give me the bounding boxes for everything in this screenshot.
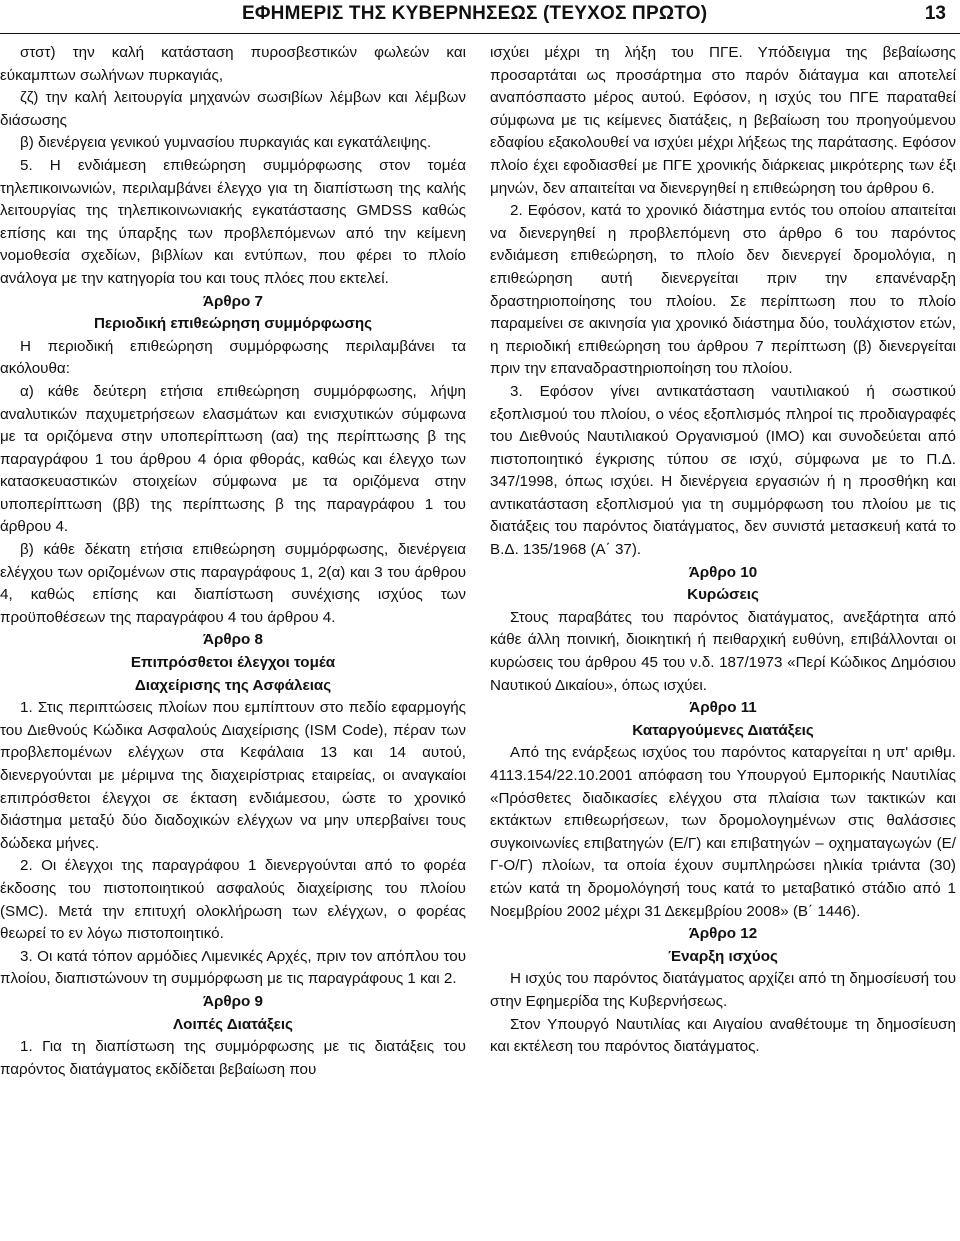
article-11-paragraph: Από της ενάρξεως ισχύος του παρόντος καταργείται η υπ' αριθμ. 4113.154/22.10.2001 απόφαση του Υπουργού Εμπορικής Ναυτιλίας «Πρόσθετες διαδικασίες ελέγχου στα πλαίσια των τακτικών και εκτάκτων επιθεωρήσεων, των δρομολογημένων στις θαλάσσιες συγκοινωνίες επιβατηγών (Ε/Γ) και επιβατηγών – οχηματαγωγών (Ε/Γ-Ο/Γ) πλοίων, τα οποία έχουν συμπληρώσει ηλικία τριάντα (30) ετών κατά τη δρομολόγησή τους κατά το μεταβατικό στάδιο από 1 Νοεμβρίου 2002 μέχρι 31 Δεκεμβρίου 2008» (Β΄ 1446). bbox=[490, 744, 956, 920]
article-7-number: Άρθρο 7 bbox=[203, 292, 263, 310]
article-7-item-a: α) κάθε δεύτερη ετήσια επιθεώρηση συμμόρφωσης, λήψη αναλυτικών παχυμετρήσεων ελασμάτων και ενισχυτικών σύμφωνα με τα οριζόμενα στην υποπερίπτωση (αα) της περίπτωσης β της παραγράφου 1 του άρθρου 4 όρια φθοράς, καθώς και έλεγχο των κατασκευαστικών στοιχείων σύμφωνα με τα οριζόμενα στην υποπερίπτωση (ββ) της περίπτωσης β της παραγράφου 1 του άρθρου 4. bbox=[0, 382, 466, 536]
right-column bbox=[490, 42, 956, 1059]
article-8-number: Άρθρο 8 bbox=[203, 631, 263, 649]
article-10-title: Κυρώσεις bbox=[687, 586, 759, 604]
paragraph-5: 5. Η ενδιάμεση επιθεώρηση συμμόρφωσης στον τομέα τηλεπικοινωνιών, περιλαμβάνει έλεγχο για τη διαπίστωση της καλής λειτουργίας της τηλεπικοινωνιακής εγκατάστασης GMDSS καθώς επίσης και της ύπαρξης των προβλεπόμενων από την κείμενη νομοθεσία σχεδίων, βιβλίων και εντύπων, που φέρει το πλοίο ανάλογα με την κατηγορία του και τους πλόες που εκτελεί. bbox=[0, 156, 466, 287]
paragraph-zz: ζζ) την καλή λειτουργία μηχανών σωσιβίων λέμβων και λέμβων διάσωσης bbox=[0, 89, 466, 129]
article-11-number: Άρθρο 11 bbox=[689, 699, 757, 717]
article-8-paragraph-2: 2. Οι έλεγχοι της παραγράφου 1 διενεργούνται από το φορέα έκδοσης του πιστοποιητικού ασφαλούς διαχείρισης του πλοίου (SMC). Μετά την επιτυχή ολοκλήρωση των ελέγχων, ο φορέας θεωρεί το εν λόγω πιστοποιητικό. bbox=[0, 857, 466, 943]
article-7-item-b: β) κάθε δέκατη ετήσια επιθεώρηση συμμόρφωσης, διενέργεια ελέγχου των οριζομένων στις παραγράφους 1, 2(α) και 3 του άρθρου 4, καθώς επίσης και διαπίστωση συνέχισης ισχύος των προϋποθέσεων της παραγράφου 4 του άρθρου 4. bbox=[0, 541, 466, 626]
article-12-paragraph-1: Η ισχύς του παρόντος διατάγματος αρχίζει από τη δημοσίευσή του στην Εφημερίδα της Κυβερνήσεως. bbox=[490, 970, 956, 1010]
article-7-intro: Η περιοδική επιθεώρηση συμμόρφωσης περιλαμβάνει τα ακόλουθα: bbox=[0, 337, 466, 378]
article-12-title: Έναρξη ισχύος bbox=[668, 947, 778, 965]
article-12-number: Άρθρο 12 bbox=[688, 925, 758, 943]
article-9-number: Άρθρο 9 bbox=[203, 992, 263, 1010]
article-8-title-line-2: Διαχείρισης της Ασφάλειας bbox=[134, 676, 332, 694]
article-8-paragraph-3: 3. Οι κατά τόπον αρμόδιες Λιμενικές Αρχές, πριν τον απόπλου του πλοίου, διαπιστώνουν τη συμμόρφωση με τις παραγράφους 1 και 2. bbox=[0, 947, 466, 988]
article-9-paragraph-1-start: 1. Για τη διαπίστωση της συμμόρφωσης με τις διατάξεις του παρόντος διατάγματος εκδίδεται βεβαίωση που bbox=[0, 1038, 466, 1078]
article-7-title: Περιοδική επιθεώρηση συμμόρφωσης bbox=[93, 315, 373, 333]
article-9-title: Λοιπές Διατάξεις bbox=[173, 1015, 293, 1033]
paragraph-st: στστ) την καλή κατάσταση πυροσβεστικών φωλεών και εύκαμπτων σωλήνων πυρκαγιάς, bbox=[0, 44, 466, 84]
header-divider bbox=[0, 33, 960, 34]
article-9-paragraph-3: 3. Εφόσον γίνει αντικατάσταση ναυτιλιακού ή σωστικού εξοπλισμού του πλοίου, ο νέος εξοπλισμός πληροί τις προδιαγραφές του Διεθνούς Ναυτιλιακού Οργανισμού (ΙΜΟ) και συνοδεύεται από πιστοποιητικό έγκρισης τύπου σε ισχύ, σύμφωνα με το Π.Δ. 347/1998, όπως ισχύει. Η διενέργεια εργασιών ή η προσθήκη και αντικατάσταση εξοπλισμού για τη συμμόρφωση του πλοίου με τις διατάξεις του παρόντος διατάγματος, δεν συνιστά μετασκευή κατά το Β.Δ. 135/1968 (Α΄ 37). bbox=[490, 382, 956, 559]
gazette-title: ΕΦΗΜΕΡΙΣ ΤΗΣ ΚΥΒΕΡΝΗΣΕΩΣ (ΤΕΥΧΟΣ ΠΡΩΤΟ) bbox=[242, 3, 708, 24]
article-10-number: Άρθρο 10 bbox=[688, 563, 758, 581]
article-9-paragraph-2: 2. Εφόσον, κατά το χρονικό διάστημα εντός του οποίου απαιτείται να διενεργηθεί η προβλεπόμενη στο άρθρο 6 του παρόντος ενδιάμεση επιθεώρηση, το πλοίο δεν διενεργεί δρομολόγια, η επιθεώρηση αυτή διενεργείται πριν την επανέναρξη δραστηριοποίησης του πλοίου. Σε περίπτωση που το πλοίο παραμείνει σε ακινησία για χρονικό διάστημα δύο, τουλάχιστον ετών, η περιοδική επιθεώρηση του άρθρου 7 περίπτωση (β) διενεργείται πριν την επαναδραστηριοποίηση του πλοίου. bbox=[490, 202, 956, 378]
article-12-paragraph-2: Στον Υπουργό Ναυτιλίας και Αιγαίου αναθέτουμε τη δημοσίευση και εκτέλεση του παρόντος διατάγματος. bbox=[490, 1015, 956, 1056]
page-header bbox=[0, 0, 960, 32]
article-10-paragraph: Στους παραβάτες του παρόντος διατάγματος, ανεξάρτητα από κάθε άλλη ποινική, διοικητική ή πειθαρχική ευθύνη, επιβάλλονται οι κυρώσεις του άρθρου 45 του ν.δ. 187/1973 «Περί Κώδικος Δημόσιου Ναυτικού Δικαίου», όπως ισχύει. bbox=[490, 608, 956, 694]
article-8-title-line-1: Επιπρόσθετοι έλεγχοι τομέα bbox=[130, 654, 336, 672]
page-number: 13 bbox=[924, 3, 946, 24]
article-9-paragraph-1-continued: ισχύει μέχρι τη λήξη του ΠΓΕ. Υπόδειγμα της βεβαίωσης προσαρτάται ως προσάρτημα στο παρόν διάταγμα και αποτελεί αναπόσπαστο μέρος αυτού. Εφόσον, η ισχύς του ΠΓΕ παραταθεί σύμφωνα με τις κείμενες διατάξεις, η βεβαίωση του προηγούμενου εδαφίου εξακολουθεί να ισχύει μέχρι λήξεως της παράτασης. Εφόσον πλοίο έχει εφοδιασθεί με ΠΓΕ χρονικής διάρκειας μικρότερης των έξι μηνών, δεν απαιτείται να διενεργηθεί η επιθεώρηση του άρθρου 6. bbox=[490, 44, 956, 197]
article-8-paragraph-1: 1. Στις περιπτώσεις πλοίων που εμπίπτουν στο πεδίο εφαρμογής του Διεθνούς Κώδικα Ασφαλούς Διαχείρισης (ISM Code), πέραν των προβλεπομένων ελέγχων στα Κεφάλαια 13 και 14 αυτού, διενεργούνται με μέριμνα της διαχειρίστριας εταιρείας, οι αναγκαίοι επιπρόσθετοι έλεγχοι σε έκταση ενδιάμεσου, ώστε το χρονικό διάστημα μεταξύ δύο διαδοχικών ελέγχων να μην υπερβαίνει τους δώδεκα μήνες. bbox=[0, 699, 466, 852]
paragraph-b: β) διενέργεια γενικού γυμνασίου πυρκαγιάς και εγκατάλειψης. bbox=[20, 134, 432, 152]
article-11-title: Καταργούμενες Διατάξεις bbox=[632, 721, 814, 739]
left-column bbox=[0, 42, 466, 1081]
